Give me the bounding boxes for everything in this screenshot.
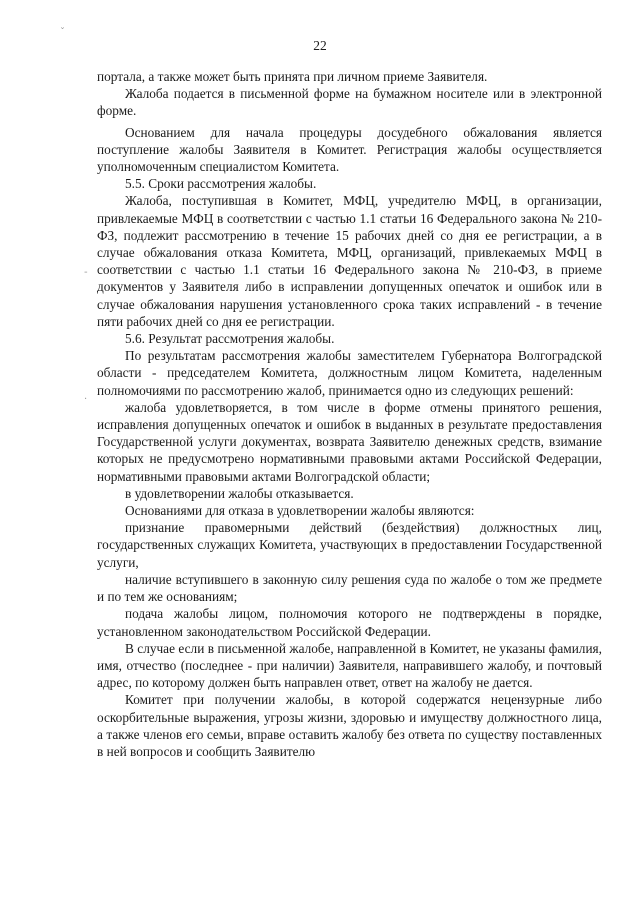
margin-scan-mark: . [84, 391, 88, 402]
paragraph: наличие вступившего в законную силу решения суда по жалобе о том же предмете и по тем же основаниям; [97, 571, 602, 605]
paragraph: в удовлетворении жалобы отказывается. [125, 485, 354, 501]
paragraph: По результатам рассмотрения жалобы заместителем Губернатора Волгоградской области - председателем Комитета, должностным лицом Комитета, наделенным полномочиями по рассмотрению жалоб, принимается одно из следующих решений: [97, 348, 602, 398]
margin-scan-mark: - [84, 267, 88, 278]
paragraph: В случае если в письменной жалобе, направленной в Комитет, не указаны фамилия, имя, отчество (последнее - при наличии) Заявителя, направившего жалобу, и почтовый адрес, по которому должен быть направлен ответ, ответ на жалобу не дается. [97, 640, 602, 691]
paragraph: Жалоба подается в письменной форме на бумажном носителе или в электронной форме. [97, 86, 602, 119]
page-number: 22 [313, 38, 327, 53]
paragraph: Основанием для начала процедуры досудебного обжалования является поступление жалобы Заявителя в Комитет. Регистрация жалобы осуществляется уполномоченным специалистом Комитета. [97, 124, 602, 175]
margin-scan-mark: ˇ [60, 27, 65, 38]
paragraph: Комитет при получении жалобы, в которой содержатся нецензурные либо оскорбительные выражения, угрозы жизни, здоровью и имуществу должностного лица, а также членов его семьи, вправе оставить жалобу без ответа по существу поставленных в ней вопросов и сообщить Заявителю [97, 692, 602, 759]
paragraph: жалоба удовлетворяется, в том числе в форме отмены принятого решения, исправления допущенных опечаток и ошибок в выданных в результате предоставления Государственной услуги документах, возврата Заявителю денежных средств, взимание которых не предусмотрено нормативными правовыми актами Российской Федерации, нормативными правовыми актами Волгоградской области; [97, 399, 602, 484]
section-heading: 5.5. Сроки рассмотрения жалобы. [125, 176, 317, 192]
paragraph: Основаниями для отказа в удовлетворении жалобы являются: [125, 503, 475, 519]
paragraph: подача жалобы лицом, полномочия которого не подтверждены в порядке, установленном законодательством Российской Федерации. [97, 606, 602, 639]
section-heading: 5.6. Результат рассмотрения жалобы. [125, 331, 335, 347]
document-body [97, 68, 602, 760]
paragraph: портала, а также может быть принята при личном приеме Заявителя. [97, 69, 488, 84]
paragraph: Жалоба, поступившая в Комитет, МФЦ, учредителю МФЦ, в организации, привлекаемые МФЦ в соответствии с частью 1.1 статьи 16 Федерального закона № 210-ФЗ, подлежит рассмотрению в течение 15 рабочих дней со дня ее регистрации, а в случае обжалования отказа Комитета, МФЦ, организаций, привлекаемых МФЦ в соответствии с частью 1.1 статьи 16 Федерального закона № 210-ФЗ, в приеме документов у Заявителя либо в исправлении допущенных опечаток и ошибок или в случае обжалования нарушения установленного срока таких исправлений - в течение пяти рабочих дней со дня ее регистрации. [97, 193, 602, 329]
paragraph: признание правомерными действий (бездействия) должностных лиц, государственных служащих Комитета, участвующих в предоставлении Государственной услуги, [97, 520, 602, 570]
